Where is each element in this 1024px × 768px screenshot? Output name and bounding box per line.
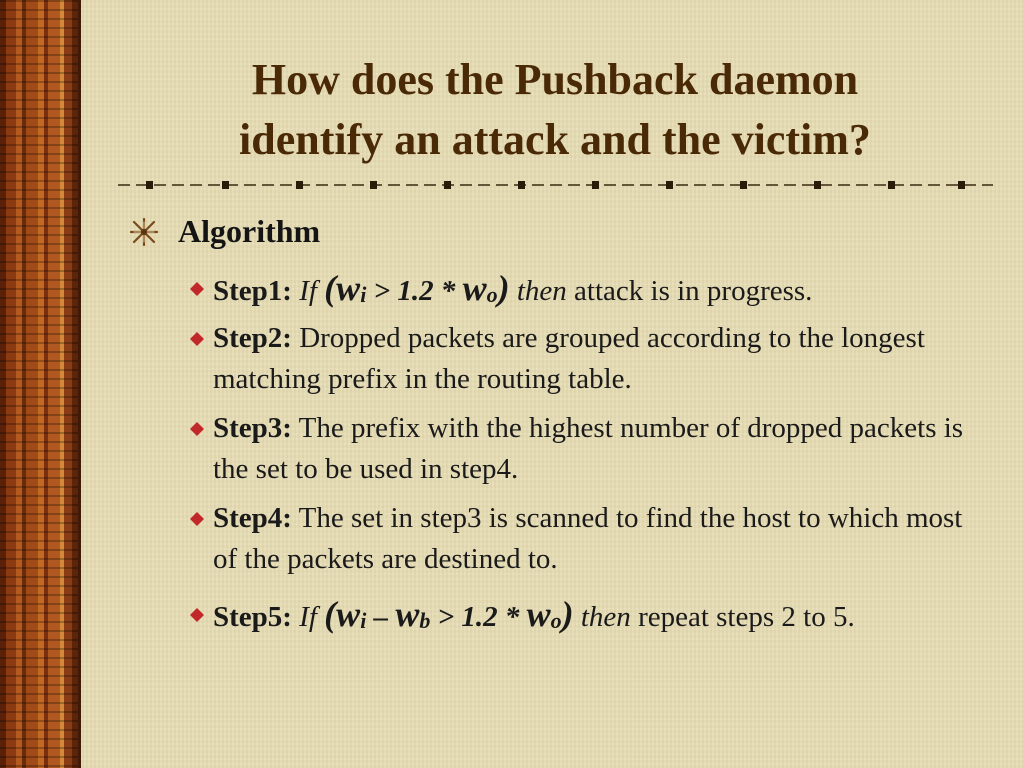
sub-o: o: [550, 608, 562, 633]
var-w: w: [462, 268, 487, 308]
step-text: The prefix with the highest number of dropped packets is the set to be used in step4.: [213, 412, 964, 485]
if-keyword: If: [299, 275, 317, 307]
step-label: Step2:: [213, 322, 292, 354]
step-text: Dropped packets are grouped according to the longest matching prefix in the routing table.: [213, 322, 925, 395]
var-w: w: [336, 594, 361, 634]
sub-i: i: [360, 608, 367, 633]
list-item-step1: [190, 268, 980, 315]
diamond-bullet-icon: [190, 282, 204, 296]
close-paren: ): [497, 268, 510, 308]
sub-i: i: [360, 282, 367, 307]
step-text: repeat steps 2 to 5.: [630, 601, 855, 633]
diamond-bullet-icon: [190, 512, 204, 526]
list-item-step5: [190, 594, 980, 641]
comparison: > 1.2 *: [430, 601, 527, 633]
var-w: w: [395, 594, 420, 634]
list-item-step3: [190, 408, 980, 490]
section-label: Algorithm: [178, 213, 321, 249]
step-text: The set in step3 is scanned to find the host to which most of the packets are destined to.: [213, 502, 963, 575]
step-label: Step4:: [213, 502, 292, 534]
sub-o: o: [486, 282, 498, 307]
title-line-2: identify an attack and the victim?: [239, 115, 871, 164]
comparison: > 1.2 *: [366, 275, 463, 307]
minus-sign: –: [366, 601, 396, 633]
title-divider: [118, 175, 993, 195]
open-paren: (: [324, 268, 337, 308]
diamond-bullet-icon: [190, 332, 204, 346]
if-keyword: If: [299, 601, 317, 633]
step-label: Step3:: [213, 412, 292, 444]
diamond-bullet-icon: [190, 608, 204, 622]
var-w: w: [336, 268, 361, 308]
star-burst-icon: [128, 216, 160, 248]
var-w: w: [526, 594, 551, 634]
decorative-wood-sidebar: [0, 0, 78, 768]
list-item-step4: [190, 498, 980, 580]
section-heading: [128, 213, 320, 250]
then-keyword: then: [580, 601, 631, 633]
diamond-bullet-icon: [190, 422, 204, 436]
sub-b: b: [419, 608, 431, 633]
title-line-1: How does the Pushback daemon: [251, 55, 859, 104]
slide-title: [120, 50, 990, 170]
open-paren: (: [324, 594, 337, 634]
step-label: Step1:: [213, 275, 292, 307]
then-keyword: then: [516, 275, 567, 307]
list-item-step2: [190, 318, 980, 400]
step-label: Step5:: [213, 601, 292, 633]
close-paren: ): [561, 594, 574, 634]
sidebar-edge: [78, 0, 81, 768]
step-text: attack is in progress.: [566, 275, 813, 307]
